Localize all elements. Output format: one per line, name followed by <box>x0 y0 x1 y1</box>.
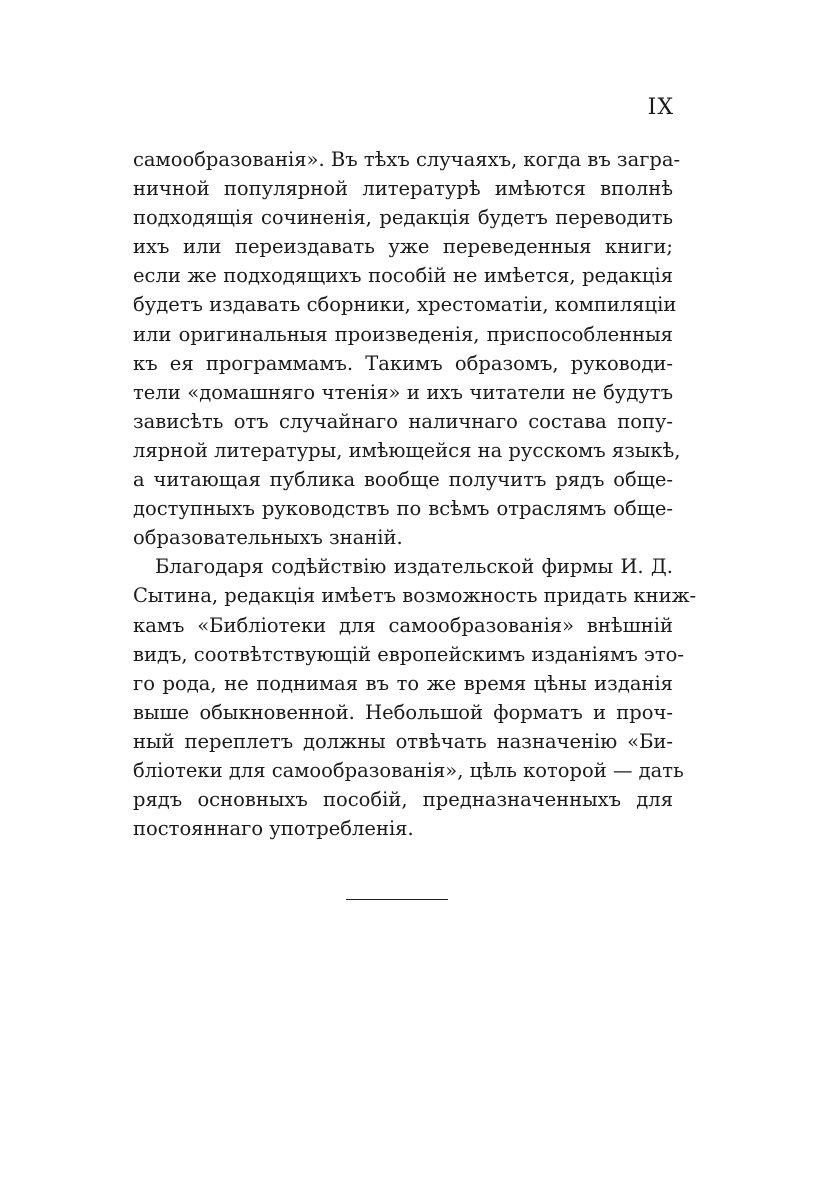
text-line: видъ, соотвѣтствующій европейскимъ изданіямъ это- <box>133 642 684 666</box>
text-line: бліотеки для самообразованія», цѣль которой — дать <box>133 758 684 782</box>
text-line: или оригинальныя произведенія, приспособленныя <box>133 322 673 346</box>
end-rule <box>346 899 448 900</box>
text-line: а читающая публика вообще получитъ рядъ обще- <box>133 468 673 492</box>
text-line: Благодаря содѣйствію издательской фирмы И. Д. <box>155 555 673 579</box>
page-number: IX <box>647 95 674 120</box>
text-line: рядъ основныхъ пособій, предназначенныхъ для <box>133 788 673 812</box>
text-line: го рода, не поднимая въ то же время цѣны изданія <box>133 671 673 695</box>
text-line: лярной литературы, имѣющейся на русскомъ языкѣ, <box>133 438 681 462</box>
text-line: къ ея программамъ. Такимъ образомъ, руководи- <box>133 351 673 375</box>
text-line: доступныхъ руководствъ по всѣмъ отраслямъ обще- <box>133 497 673 521</box>
text-line: ный переплетъ должны отвѣчать назначенію «Би- <box>133 729 673 753</box>
text-line: выше обыкновенной. Небольшой форматъ и проч- <box>133 700 673 724</box>
body-text <box>133 145 697 843</box>
text-line: ничной популярной литературѣ имѣются вполнѣ <box>133 177 673 201</box>
paragraph-2 <box>133 552 697 843</box>
text-line: Сытина, редакція имѣетъ возможность придать книж- <box>133 584 697 608</box>
text-line: тели «домашняго чтенія» и ихъ читатели не будутъ <box>133 380 673 404</box>
text-line: зависѣть отъ случайнаго наличнаго состава попу- <box>133 409 673 433</box>
text-line: постояннаго употребленія. <box>133 817 414 841</box>
text-line: ихъ или переиздавать уже переведенныя книги; <box>133 235 673 259</box>
text-line: если же подходящихъ пособій не имѣется, редакція <box>133 264 673 288</box>
text-line: будетъ издавать сборники, хрестоматіи, компиляціи <box>133 293 677 317</box>
paragraph-1 <box>133 145 681 552</box>
text-line: образовательныхъ знаній. <box>133 526 403 550</box>
text-line: камъ «Библіотеки для самообразованія» внѣшній <box>133 613 673 637</box>
text-line: самообразованія». Въ тѣхъ случаяхъ, когда въ загра- <box>133 148 681 171</box>
text-line: подходящія сочиненія, редакція будетъ переводить <box>133 206 673 230</box>
